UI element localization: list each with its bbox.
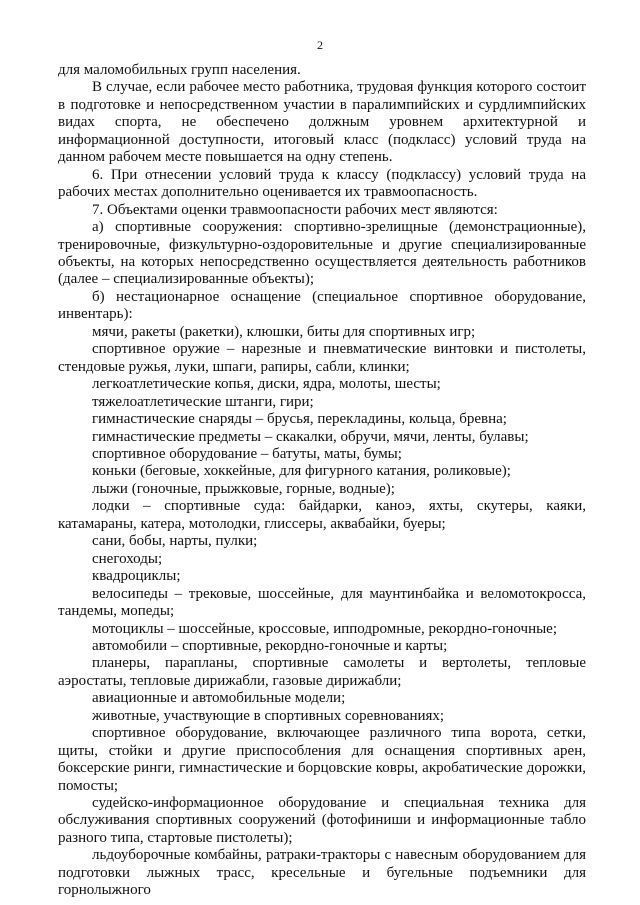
paragraph: б) нестационарное оснащение (специальное спортивное оборудование, инвентарь):: [58, 288, 586, 323]
paragraph: тяжелоатлетические штанги, гири;: [92, 393, 314, 410]
paragraph: мячи, ракеты (ракетки), клюшки, биты для спортивных игр;: [92, 323, 476, 340]
paragraph: мотоциклы – шоссейные, кроссовые, ипподромные, рекордно-гоночные;: [92, 620, 558, 637]
paragraph: спортивное оборудование – батуты, маты, бумы;: [92, 445, 402, 462]
paragraph: легкоатлетические копья, диски, ядра, молоты, шесты;: [92, 376, 441, 393]
paragraph: сани, бобы, нарты, пулки;: [92, 533, 258, 550]
paragraph: автомобили – спортивные, рекордно-гоночные и карты;: [92, 637, 448, 654]
paragraph: 7. Объектами оценки травмоопасности рабочих мест являются:: [92, 201, 498, 218]
paragraph: гимнастические предметы – скакалки, обручи, мячи, ленты, булавы;: [92, 428, 529, 445]
paragraph: коньки (беговые, хоккейные, для фигурного катания, роликовые);: [92, 463, 511, 480]
paragraph: велосипеды – трековые, шоссейные, для маунтинбайка и веломотокросса, тандемы, мопеды;: [58, 585, 586, 620]
paragraph: В случае, если рабочее место работника, трудовая функция которого состоит в подготовке и непосредственном участии в паралимпийских и сурдлимпийских видах спорта, не обеспечено должным уровнем архитектурной и информационной доступности, итоговый класс (подкласс) условий труда на данном рабочем месте повышается на одну степень.: [58, 79, 586, 166]
document-body: [58, 62, 586, 900]
paragraph: лыжи (гоночные, прыжковые, горные, водные);: [92, 480, 395, 497]
paragraph: животные, участвующие в спортивных соревнованиях;: [92, 707, 445, 724]
paragraph: снегоходы;: [92, 550, 163, 567]
paragraph: лодки – спортивные суда: байдарки, каноэ, яхты, скутеры, каяки, катамараны, катера, мотолодки, глиссеры, аквабайки, буеры;: [58, 498, 586, 532]
paragraph: для маломобильных групп населения.: [58, 62, 301, 78]
page-number: 2: [317, 38, 323, 52]
paragraph: гимнастические снаряды – брусья, перекладины, кольца, бревна;: [92, 411, 507, 428]
paragraph: судейско-информационное оборудование и специальная техника для обслуживания спортивных сооружений (фотофиниши и информационные табло разного типа, стартовые пистолеты);: [58, 795, 586, 846]
paragraph: 6. При отнесении условий труда к классу (подклассу) условий труда на рабочих местах дополнительно оценивается их травмоопасность.: [58, 166, 586, 201]
paragraph: а) спортивные сооружения: спортивно-зрелищные (демонстрационные), тренировочные, физкультурно-оздоровительные и другие специализированные объекты, на которых непосредственно осуществляется деятельность работников (далее – специализированные объекты);: [58, 219, 586, 288]
paragraph: квадроциклы;: [92, 568, 181, 585]
paragraph: спортивное оборудование, включающее различного типа ворота, сетки, щиты, стойки и другие приспособления для оснащения спортивных арен, боксерские ринги, гимнастические и борцовские ковры, акробатические дорожки, помосты;: [58, 725, 586, 794]
paragraph: льдоуборочные комбайны, ратраки-тракторы с навесным оборудованием для подготовки лыжных трасс, кресельные и бугельные подъемники для горнолыжного: [58, 847, 586, 899]
paragraph: авиационные и автомобильные модели;: [92, 690, 346, 707]
paragraph: планеры, парапланы, спортивные самолеты и вертолеты, тепловые аэростаты, тепловые дирижабли, газовые дирижабли;: [58, 655, 586, 689]
paragraph: спортивное оружие – нарезные и пневматические винтовки и пистолеты, стендовые ружья, луки, шпаги, рапиры, сабли, клинки;: [58, 341, 586, 375]
